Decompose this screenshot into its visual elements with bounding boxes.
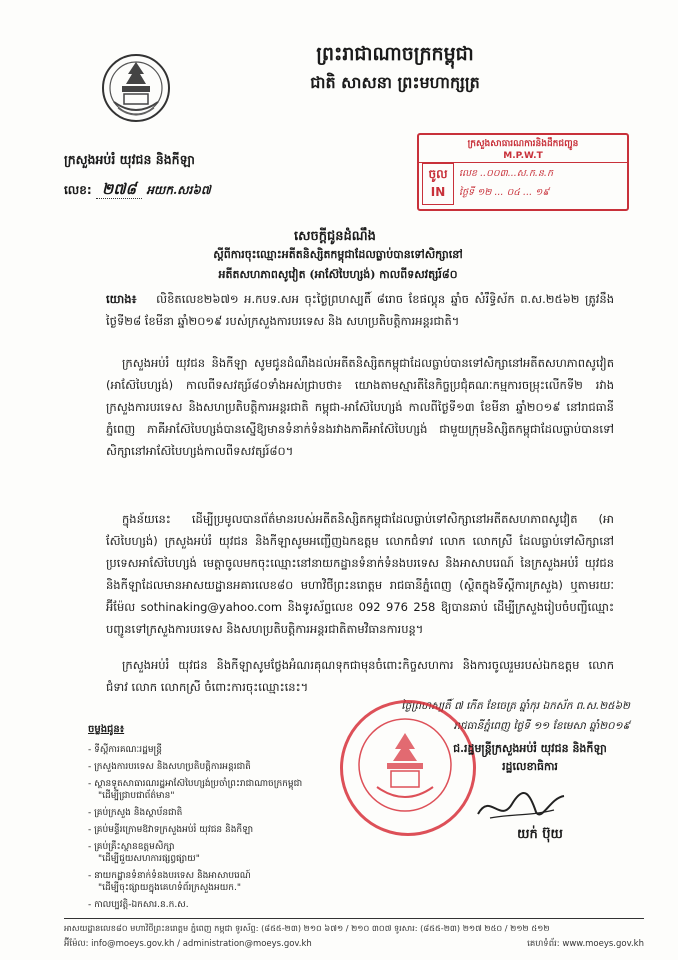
cc-item-text: ស្ថានទូតសាធារណរដ្ឋអាស៊ែបៃហ្សង់ប្រចាំព្រះរាជាណាចក្រកម្ពុជា bbox=[94, 779, 303, 789]
list-item: - ទីស្តីការគណៈរដ្ឋមន្ត្រី bbox=[88, 745, 162, 755]
reference-text: លិខិតលេខ២៦៧១ អ.កបទ.សអ ចុះថ្ងៃព្រហស្បតិ៍ ៨រោច ខែផល្គុន ឆ្នាំច សំរឹទ្ធិស័ក ព.ស.២៥៦២ ត្រូវនឹងថ្ងៃទី២៨ ខែមីនា ឆ្នាំ២០១៩ របស់ក្រសួងការបរទេស និង សហប្រតិបត្តិការអន្តរជាតិ។ bbox=[106, 292, 614, 328]
footer-email: អ៊ីម៉ែល: info@moeys.gov.kh / administration@moeys.gov.kh bbox=[64, 939, 312, 949]
receipt-line-1: លេខ ..០០៣...ស.ក.ន.ក bbox=[459, 168, 553, 179]
national-motto: ជាតិ សាសនា ព្រះមហាក្សត្រ bbox=[310, 73, 480, 92]
ministry-emblem-icon bbox=[100, 52, 172, 124]
notice-subtitle-2: អតីតសហភាពសូវៀត (អាស៊ែបៃហ្សង់) កាលពីទសវត្សរ៍៨០ bbox=[218, 268, 458, 281]
reference-label: យោង៖ bbox=[106, 292, 137, 306]
date-lunar: ថ្ងៃព្រហស្បតិ៍ ៧ កើត ខែចេត្រ ឆ្នាំកុរ ឯកស័ក ព.ស.២៥៦២ bbox=[401, 700, 630, 712]
ministry-emblem bbox=[100, 52, 172, 124]
list-item: - គ្រប់គ្រឹះស្ថានឧត្តមសិក្សា bbox=[88, 842, 175, 852]
receipt-in-box bbox=[422, 163, 454, 205]
list-item: - ក្រសួងការបរទេស និងសហប្រតិបត្តិការអន្តរជាតិ bbox=[88, 762, 251, 772]
cc-item-text: "ដើម្បីជួយសហការផ្សព្វផ្សាយ" bbox=[98, 854, 200, 864]
list-item: - គ្រប់មន្ទីរក្រោមឱវាទក្រសួងអប់រំ យុវជន និងកីឡា bbox=[88, 825, 254, 835]
footer-divider bbox=[64, 918, 644, 919]
list-item-note bbox=[88, 790, 368, 802]
cc-item-text: គ្រប់គ្រឹះស្ថានឧត្តមសិក្សា bbox=[94, 842, 175, 852]
body-paragraph-2: ក្នុងន័យនេះ ដើម្បីប្រមូលបានព័ត៌មានរបស់អតីតនិស្សិតកម្ពុជាដែលធ្លាប់ទៅសិក្សានៅអតីតសហភាពសូវៀត (អាស៊ែបៃហ្សង់) ក្រសួងអប់រំ យុវជន និងកីឡាសូមអញ្ជើញឯកឧត្តម លោកជំទាវ លោក លោកស្រី ដែលធ្លាប់ទៅសិក្សានៅប្រទេសអាស៊ែបៃហ្សង់ មេត្តាចូលមកចុះឈ្មោះនៅនាយកដ្ឋានទំនាក់ទំនងបរទេស និងអាសាបរេណ៍ នៃក្រសួងអប់រំ យុវជន និងកីឡាដែលមានអាសយដ្ឋានអគារលេខ៨០ មហាវិថីព្រះនរោត្តម រាជធានីភ្នំពេញ (ស្ថិតក្នុងទីស្តីការក្រសួង) ឬតាមរយៈ អ៊ីម៉ែល sothinaking@yahoo.com និងទូរស័ព្ទលេខ 092 976 258 ឱ្យបានឆាប់ ដើម្បីក្រសួងរៀបចំបញ្ជីឈ្មោះបញ្ជូនទៅក្រសួងការបរទេស និងសហប្រតិបត្តិការអន្តរជាតិតាមវិធានការបន្ត។ bbox=[106, 512, 614, 636]
handwritten-signature bbox=[470, 784, 570, 828]
cc-item-text: នាយកដ្ឋានទំនាក់ទំនងបរទេស និងអាសាបរេណ៍ bbox=[94, 871, 251, 881]
cc-list bbox=[88, 722, 368, 911]
cc-item-text: "ដើម្បីចុះផ្សាយក្នុងគេហទំព័រក្រសួងអយក." bbox=[98, 883, 241, 893]
signature-icon bbox=[470, 784, 570, 828]
cc-item-text: កាលប្បវត្តិ-ឯកសារ.ន.ក.ស. bbox=[94, 900, 189, 910]
ref-label: លេខ: bbox=[64, 183, 92, 197]
receipt-in-kh: ចូល bbox=[428, 167, 448, 181]
date-solar: រាជធានីភ្នំពេញ ថ្ងៃទី ១១ ខែមេសា ឆ្នាំ២០១៩ bbox=[453, 720, 630, 732]
body-paragraph-3: ក្រសួងអប់រំ យុវជន និងកីឡាសូមថ្លែងអំណរគុណទុកជាមុនចំពោះកិច្ចសហការ និងការចូលរួមរបស់ឯកឧត្តម លោកជំទាវ លោក លោកស្រី ចំពោះការចុះឈ្មោះនេះ។ bbox=[106, 658, 614, 694]
kingdom-heading: ព្រះរាជាណាចក្រកម្ពុជា bbox=[316, 43, 474, 65]
receipt-stamp-abbr: M.P.W.T bbox=[419, 151, 627, 163]
reference-number bbox=[64, 180, 284, 202]
ministry-name: ក្រសួងអប់រំ យុវជន និងកីឡា bbox=[64, 152, 195, 167]
cc-item-text: គ្រប់មន្ទីរក្រោមឱវាទក្រសួងអប់រំ យុវជន និងកីឡា bbox=[94, 825, 254, 835]
signatory-name: យក់ ប៊ុយ bbox=[517, 827, 563, 842]
receipt-in-en: IN bbox=[430, 185, 446, 199]
list-item-note bbox=[88, 853, 368, 865]
signature-for-minister: ជ.រដ្ឋមន្ត្រីក្រសួងអប់រំ យុវជន និងកីឡា bbox=[453, 742, 607, 755]
list-item: - កាលប្បវត្តិ-ឯកសារ.ន.ក.ស. bbox=[88, 900, 189, 910]
reference-paragraph bbox=[106, 288, 614, 332]
list-item: - គ្រប់ក្រសួង និងស្ថាប័នជាតិ bbox=[88, 808, 183, 818]
cc-item-text: "ដើម្បីជ្រាបជាព័ត៌មាន" bbox=[98, 791, 175, 801]
footer-address: អាសយដ្ឋានលេខ៨០ មហាវិថីព្រះនរោត្តម ភ្នំពេញ កម្ពុជា ទូរស័ព្ទ: (៨៥៥-២៣) ២១០ ៦៧១ / ២១០ ៣០៧ ទូរសារ: (៨៥៥-២៣) ២១៧ ២៥០ / ២១២ ៥១២ bbox=[64, 923, 550, 933]
list-item-note bbox=[88, 882, 368, 894]
receipt-line-2: ថ្ងៃទី ១២ ... ០៤ ... ១៩ bbox=[459, 187, 550, 198]
cc-item-text: ទីស្តីការគណៈរដ្ឋមន្ត្រី bbox=[94, 745, 162, 755]
list-item: - នាយកដ្ឋានទំនាក់ទំនងបរទេស និងអាសាបរេណ៍ bbox=[88, 871, 251, 881]
cc-label: ចម្លងជូន៖ bbox=[88, 724, 125, 735]
ref-number-value: ២៧៨ bbox=[96, 180, 142, 199]
footer-website: គេហទំព័រ: www.moeys.gov.kh bbox=[527, 939, 644, 949]
body-paragraph-1: ក្រសួងអប់រំ យុវជន និងកីឡា សូមជូនដំណឹងដល់អតីតនិស្សិតកម្ពុជាដែលធ្លាប់បានទៅសិក្សានៅអតីតសហភាពសូវៀត (អាស៊ែបៃហ្សង់) កាលពីទសវត្សរ៍៨០ទាំងអស់ជ្រាបថា៖ យោងតាមស្មារតីនៃកិច្ចប្រជុំគណៈកម្មការចម្រុះលើកទី២ រវាងក្រសួងការបរទេស និងសហប្រតិបត្តិការអន្តរជាតិ កម្ពុជា-អាស៊ែបៃហ្សង់ កាលពីថ្ងៃទី១៣ ខែមីនា ឆ្នាំ២០១៩ នៅរាជធានីភ្នំពេញ ភាគីអាស៊ែបៃហ្សង់បានស្នើឱ្យមានទំនាក់ទំនងរវាងភាគីអាស៊ែបៃហ្សង់ ជាមួយក្រុមនិស្សិតកម្ពុជាដែលធ្លាប់បានទៅសិក្សានៅអាស៊ែបៃហ្សង់កាលពីទសវត្សរ៍៨០។ bbox=[106, 356, 614, 458]
notice-subtitle-1: ស្តីពីការចុះឈ្មោះអតីតនិស្សិតកម្ពុជាដែលធ្លាប់បានទៅសិក្សានៅ bbox=[213, 248, 463, 261]
receipt-stamp-org: ក្រសួងសាធារណការនិងដឹកជញ្ជូន bbox=[467, 139, 579, 149]
cc-item-text: ក្រសួងការបរទេស និងសហប្រតិបត្តិការអន្តរជាតិ bbox=[94, 762, 251, 772]
cc-item-text: គ្រប់ក្រសួង និងស្ថាប័នជាតិ bbox=[94, 808, 183, 818]
signature-title: រដ្ឋលេខាធិការ bbox=[502, 760, 558, 773]
ref-suffix: អយក.សរ៦៧ bbox=[146, 183, 211, 197]
list-item: - ស្ថានទូតសាធារណរដ្ឋអាស៊ែបៃហ្សង់ប្រចាំព្រះរាជាណាចក្រកម្ពុជា bbox=[88, 779, 303, 789]
notice-title: សេចក្តីជូនដំណឹង bbox=[294, 229, 376, 244]
receipt-stamp bbox=[417, 133, 629, 211]
